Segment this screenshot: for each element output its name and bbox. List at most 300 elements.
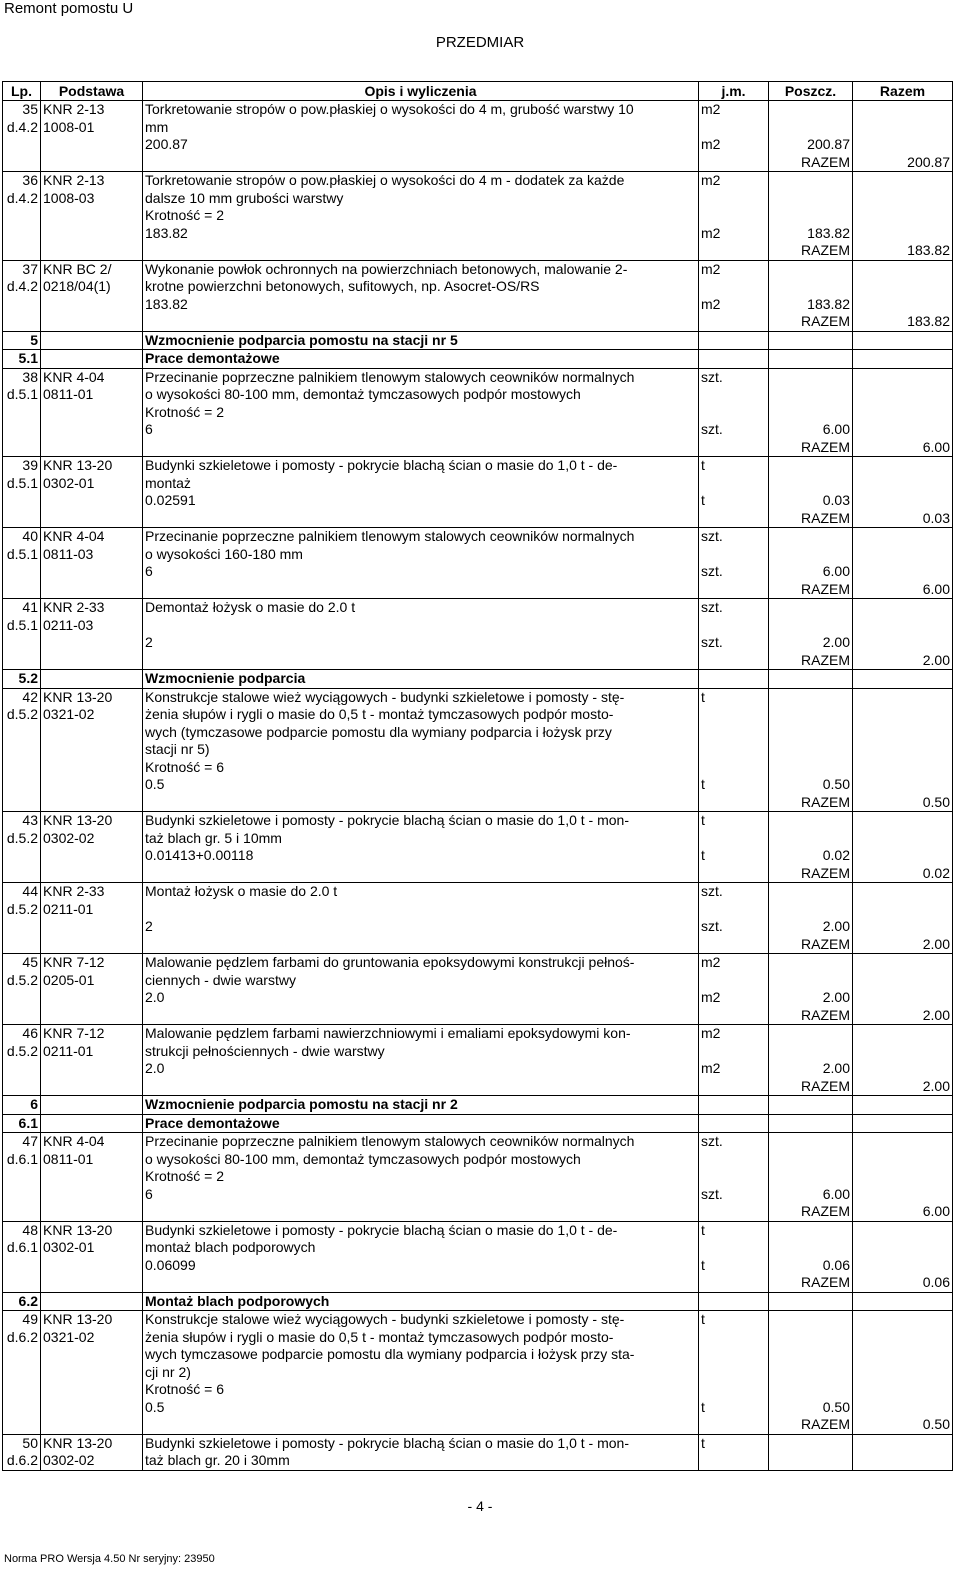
table-cell bbox=[853, 1399, 953, 1417]
item-description: Wykonanie powłok ochronnych na powierzchniach betonowych, malowanie 2- bbox=[143, 260, 699, 278]
table-cell bbox=[769, 207, 853, 225]
table-row bbox=[3, 368, 953, 386]
table-cell bbox=[699, 794, 769, 812]
table-row bbox=[3, 688, 953, 706]
table-row bbox=[3, 404, 953, 422]
table-cell bbox=[769, 386, 853, 404]
section-title: Montaż blach podporowych bbox=[143, 1292, 699, 1311]
item-basis: KNR 2-13 bbox=[41, 172, 143, 190]
table-cell bbox=[853, 421, 953, 439]
item-description: o wysokości 160-180 mm bbox=[143, 546, 699, 564]
table-cell bbox=[699, 1416, 769, 1434]
calculation-row bbox=[3, 296, 953, 314]
table-row bbox=[3, 101, 953, 119]
table-cell bbox=[853, 1311, 953, 1329]
total-amount: 200.87 bbox=[853, 154, 953, 172]
table-cell bbox=[699, 350, 769, 369]
table-cell bbox=[853, 1239, 953, 1257]
table-cell bbox=[41, 563, 143, 581]
item-number: 35 bbox=[3, 101, 41, 119]
item-basis: 0321-02 bbox=[41, 1329, 143, 1347]
item-number: d.6.1 bbox=[3, 1151, 41, 1169]
item-unit bbox=[699, 119, 769, 137]
total-label: RAZEM bbox=[769, 652, 853, 670]
calculation: 0.02591 bbox=[143, 492, 699, 510]
item-basis: 0211-01 bbox=[41, 1043, 143, 1061]
total-label: RAZEM bbox=[769, 1078, 853, 1096]
item-description bbox=[143, 901, 699, 919]
table-cell bbox=[769, 1043, 853, 1061]
table-row bbox=[3, 1221, 953, 1239]
table-cell bbox=[853, 776, 953, 794]
item-unit: szt. bbox=[699, 368, 769, 386]
item-number: d.4.2 bbox=[3, 119, 41, 137]
item-number: 38 bbox=[3, 368, 41, 386]
calculation: 200.87 bbox=[143, 136, 699, 154]
table-cell bbox=[41, 1292, 143, 1311]
item-unit bbox=[699, 1168, 769, 1186]
section-title: Prace demontażowe bbox=[143, 350, 699, 369]
table-cell bbox=[3, 918, 41, 936]
table-cell bbox=[699, 652, 769, 670]
item-description: Budynki szkieletowe i pomosty - pokrycie blachą ścian o masie do 1,0 t - de- bbox=[143, 457, 699, 475]
item-number: 49 bbox=[3, 1311, 41, 1329]
calculation-unit: t bbox=[699, 776, 769, 794]
table-cell bbox=[769, 1239, 853, 1257]
table-cell bbox=[3, 865, 41, 883]
table-cell bbox=[769, 1329, 853, 1347]
total-row bbox=[3, 652, 953, 670]
table-row bbox=[3, 546, 953, 564]
item-description: krotne powierzchni betonowych, sufitowych, np. Asocret-OS/RS bbox=[143, 278, 699, 296]
calculation-row bbox=[3, 136, 953, 154]
table-cell bbox=[143, 1007, 699, 1025]
table-cell bbox=[3, 1416, 41, 1434]
partial-amount: 6.00 bbox=[769, 563, 853, 581]
table-cell bbox=[769, 119, 853, 137]
table-cell bbox=[853, 670, 953, 689]
table-cell bbox=[853, 1060, 953, 1078]
table-cell bbox=[853, 901, 953, 919]
table-row bbox=[3, 278, 953, 296]
table-cell bbox=[41, 847, 143, 865]
table-cell bbox=[769, 688, 853, 706]
item-number bbox=[3, 759, 41, 777]
table-row bbox=[3, 1452, 953, 1470]
table-cell bbox=[769, 101, 853, 119]
table-cell bbox=[41, 1274, 143, 1292]
table-cell bbox=[769, 706, 853, 724]
table-cell bbox=[853, 563, 953, 581]
table-cell bbox=[853, 1346, 953, 1364]
calculation-unit: szt. bbox=[699, 634, 769, 652]
item-basis bbox=[41, 759, 143, 777]
item-basis bbox=[41, 1168, 143, 1186]
total-row bbox=[3, 1203, 953, 1221]
table-cell bbox=[769, 1025, 853, 1043]
item-basis: 0302-01 bbox=[41, 1239, 143, 1257]
item-description: Montaż łożysk o masie do 2.0 t bbox=[143, 883, 699, 901]
calculation-row bbox=[3, 492, 953, 510]
item-number: d.6.2 bbox=[3, 1329, 41, 1347]
table-cell bbox=[853, 883, 953, 901]
table-cell bbox=[41, 296, 143, 314]
calculation-row bbox=[3, 634, 953, 652]
table-row bbox=[3, 475, 953, 493]
partial-amount: 0.50 bbox=[769, 1399, 853, 1417]
table-cell bbox=[41, 865, 143, 883]
item-unit bbox=[699, 1381, 769, 1399]
item-basis: KNR 7-12 bbox=[41, 954, 143, 972]
partial-amount: 200.87 bbox=[769, 136, 853, 154]
table-cell bbox=[3, 1007, 41, 1025]
item-description: Krotność = 6 bbox=[143, 1381, 699, 1399]
calculation: 0.06099 bbox=[143, 1257, 699, 1275]
table-cell bbox=[41, 670, 143, 689]
calculation-unit: t bbox=[699, 492, 769, 510]
item-basis: KNR 13-20 bbox=[41, 1311, 143, 1329]
table-cell bbox=[769, 759, 853, 777]
calculation-row bbox=[3, 1257, 953, 1275]
item-description: Przecinanie poprzeczne palnikiem tlenowym stalowych ceowników normalnych bbox=[143, 528, 699, 546]
item-unit bbox=[699, 1239, 769, 1257]
item-number bbox=[3, 1364, 41, 1382]
total-amount: 0.02 bbox=[853, 865, 953, 883]
calculation: 183.82 bbox=[143, 296, 699, 314]
table-cell bbox=[41, 1257, 143, 1275]
total-label: RAZEM bbox=[769, 1203, 853, 1221]
item-description: Przecinanie poprzeczne palnikiem tlenowym stalowych ceowników normalnych bbox=[143, 368, 699, 386]
table-cell bbox=[3, 242, 41, 260]
item-number: 48 bbox=[3, 1221, 41, 1239]
item-description: Krotność = 6 bbox=[143, 759, 699, 777]
item-unit bbox=[699, 386, 769, 404]
item-description: Torkretowanie stropów o pow.płaskiej o wysokości do 4 m, grubość warstwy 10 bbox=[143, 101, 699, 119]
item-number: 44 bbox=[3, 883, 41, 901]
item-basis: KNR 4-04 bbox=[41, 1133, 143, 1151]
table-cell bbox=[769, 278, 853, 296]
item-unit bbox=[699, 1043, 769, 1061]
item-description: Budynki szkieletowe i pomosty - pokrycie blachą ścian o masie do 1,0 t - mon- bbox=[143, 1434, 699, 1452]
calculation-unit: szt. bbox=[699, 1186, 769, 1204]
table-row bbox=[3, 617, 953, 635]
table-cell bbox=[769, 475, 853, 493]
table-row bbox=[3, 190, 953, 208]
calculation: 183.82 bbox=[143, 225, 699, 243]
calculation-unit: szt. bbox=[699, 563, 769, 581]
table-cell bbox=[853, 989, 953, 1007]
table-cell bbox=[699, 242, 769, 260]
item-number bbox=[3, 1381, 41, 1399]
table-cell bbox=[853, 475, 953, 493]
total-label: RAZEM bbox=[769, 581, 853, 599]
item-unit: t bbox=[699, 457, 769, 475]
item-description: Torkretowanie stropów o pow.płaskiej o wysokości do 4 m - dodatek za każde bbox=[143, 172, 699, 190]
table-cell bbox=[143, 242, 699, 260]
table-cell bbox=[853, 847, 953, 865]
table-cell bbox=[853, 1133, 953, 1151]
item-basis: 0211-01 bbox=[41, 901, 143, 919]
item-description: Konstrukcje stalowe wież wyciągowych - budynki szkieletowe i pomosty - stę- bbox=[143, 688, 699, 706]
table-row bbox=[3, 1239, 953, 1257]
calculation: 6 bbox=[143, 563, 699, 581]
table-row bbox=[3, 1168, 953, 1186]
table-cell bbox=[41, 1060, 143, 1078]
table-cell bbox=[143, 1274, 699, 1292]
total-row bbox=[3, 313, 953, 331]
table-cell bbox=[853, 954, 953, 972]
column-header: Podstawa bbox=[41, 82, 143, 101]
item-unit bbox=[699, 1346, 769, 1364]
table-cell bbox=[143, 1078, 699, 1096]
item-description: wych (tymczasowe podparcie pomostu dla wymiany podparcia i łożysk przy bbox=[143, 724, 699, 742]
table-cell bbox=[853, 350, 953, 369]
table-cell bbox=[41, 421, 143, 439]
item-number: 40 bbox=[3, 528, 41, 546]
item-description: taż blach gr. 20 i 30mm bbox=[143, 1452, 699, 1470]
table-cell bbox=[853, 617, 953, 635]
table-cell bbox=[41, 1078, 143, 1096]
bill-of-quantities-table bbox=[2, 81, 953, 1471]
partial-amount: 0.06 bbox=[769, 1257, 853, 1275]
item-basis bbox=[41, 741, 143, 759]
table-cell bbox=[853, 172, 953, 190]
table-cell bbox=[3, 1203, 41, 1221]
item-basis: 0302-02 bbox=[41, 1452, 143, 1470]
total-row bbox=[3, 1274, 953, 1292]
table-cell bbox=[3, 154, 41, 172]
table-cell bbox=[699, 1078, 769, 1096]
item-basis: KNR 13-20 bbox=[41, 1434, 143, 1452]
item-basis: KNR 13-20 bbox=[41, 812, 143, 830]
item-description: Budynki szkieletowe i pomosty - pokrycie blachą ścian o masie do 1,0 t - mon- bbox=[143, 812, 699, 830]
table-cell bbox=[3, 492, 41, 510]
section-row bbox=[3, 350, 953, 369]
table-cell bbox=[769, 901, 853, 919]
item-number: d.5.2 bbox=[3, 706, 41, 724]
section-number: 5.1 bbox=[3, 350, 41, 369]
table-row bbox=[3, 528, 953, 546]
table-cell bbox=[769, 1114, 853, 1133]
table-cell bbox=[853, 296, 953, 314]
total-amount: 2.00 bbox=[853, 1007, 953, 1025]
table-cell bbox=[853, 741, 953, 759]
partial-amount: 0.50 bbox=[769, 776, 853, 794]
table-cell bbox=[143, 581, 699, 599]
partial-amount: 2.00 bbox=[769, 634, 853, 652]
table-cell bbox=[853, 1114, 953, 1133]
item-basis: KNR 2-33 bbox=[41, 599, 143, 617]
table-cell bbox=[769, 1221, 853, 1239]
total-label: RAZEM bbox=[769, 865, 853, 883]
table-cell bbox=[769, 1311, 853, 1329]
table-row bbox=[3, 1025, 953, 1043]
partial-amount: 183.82 bbox=[769, 225, 853, 243]
item-unit bbox=[699, 278, 769, 296]
table-cell bbox=[3, 1186, 41, 1204]
table-cell bbox=[853, 1151, 953, 1169]
table-cell bbox=[853, 688, 953, 706]
table-cell bbox=[41, 1186, 143, 1204]
item-unit: m2 bbox=[699, 954, 769, 972]
table-cell bbox=[853, 972, 953, 990]
table-cell bbox=[853, 1043, 953, 1061]
table-row bbox=[3, 1434, 953, 1452]
item-unit: szt. bbox=[699, 1133, 769, 1151]
table-row bbox=[3, 1311, 953, 1329]
item-description: montaż bbox=[143, 475, 699, 493]
table-cell bbox=[769, 670, 853, 689]
item-unit: szt. bbox=[699, 883, 769, 901]
table-cell bbox=[3, 936, 41, 954]
item-number: d.5.1 bbox=[3, 546, 41, 564]
total-row bbox=[3, 439, 953, 457]
document-title: Remont pomostu U bbox=[4, 0, 134, 17]
table-cell bbox=[3, 847, 41, 865]
table-cell bbox=[853, 1292, 953, 1311]
item-unit: szt. bbox=[699, 599, 769, 617]
item-number: 42 bbox=[3, 688, 41, 706]
table-cell bbox=[853, 1434, 953, 1452]
item-basis: KNR 13-20 bbox=[41, 1221, 143, 1239]
calculation-row bbox=[3, 918, 953, 936]
table-row bbox=[3, 1364, 953, 1382]
item-unit: m2 bbox=[699, 101, 769, 119]
table-cell bbox=[41, 652, 143, 670]
item-number bbox=[3, 1346, 41, 1364]
item-basis: 0811-03 bbox=[41, 546, 143, 564]
table-row bbox=[3, 1346, 953, 1364]
total-amount: 183.82 bbox=[853, 313, 953, 331]
item-number bbox=[3, 404, 41, 422]
item-unit bbox=[699, 706, 769, 724]
table-row bbox=[3, 1133, 953, 1151]
item-basis: KNR 4-04 bbox=[41, 528, 143, 546]
table-cell bbox=[699, 510, 769, 528]
item-unit bbox=[699, 190, 769, 208]
table-cell bbox=[41, 439, 143, 457]
table-cell bbox=[143, 652, 699, 670]
table-cell bbox=[769, 830, 853, 848]
table-cell bbox=[853, 260, 953, 278]
table-cell bbox=[769, 368, 853, 386]
partial-amount: 6.00 bbox=[769, 421, 853, 439]
table-cell bbox=[3, 1399, 41, 1417]
table-cell bbox=[143, 865, 699, 883]
table-cell bbox=[3, 652, 41, 670]
item-unit bbox=[699, 546, 769, 564]
item-number: d.5.2 bbox=[3, 901, 41, 919]
section-row bbox=[3, 1096, 953, 1115]
item-description: dalsze 10 mm grubości warstwy bbox=[143, 190, 699, 208]
table-cell bbox=[41, 154, 143, 172]
total-label: RAZEM bbox=[769, 154, 853, 172]
total-row bbox=[3, 510, 953, 528]
calculation-unit: m2 bbox=[699, 296, 769, 314]
item-unit bbox=[699, 404, 769, 422]
page-number: - 4 - bbox=[467, 1498, 493, 1514]
item-basis: 0811-01 bbox=[41, 386, 143, 404]
table-cell bbox=[3, 510, 41, 528]
table-body bbox=[3, 101, 953, 1471]
table-cell bbox=[41, 634, 143, 652]
table-cell bbox=[41, 989, 143, 1007]
item-basis: 1008-01 bbox=[41, 119, 143, 137]
partial-amount: 0.03 bbox=[769, 492, 853, 510]
document-heading: PRZEDMIAR bbox=[435, 34, 525, 51]
item-description: Krotność = 2 bbox=[143, 207, 699, 225]
table-cell bbox=[853, 759, 953, 777]
item-number: d.5.1 bbox=[3, 475, 41, 493]
item-basis bbox=[41, 1381, 143, 1399]
partial-amount: 2.00 bbox=[769, 1060, 853, 1078]
table-cell bbox=[853, 278, 953, 296]
total-amount: 6.00 bbox=[853, 439, 953, 457]
item-description: Przecinanie poprzeczne palnikiem tlenowym stalowych ceowników normalnych bbox=[143, 1133, 699, 1151]
item-basis bbox=[41, 1364, 143, 1382]
table-cell bbox=[699, 313, 769, 331]
item-number: d.5.2 bbox=[3, 972, 41, 990]
table-cell bbox=[699, 1292, 769, 1311]
item-basis bbox=[41, 207, 143, 225]
table-cell bbox=[853, 724, 953, 742]
table-cell bbox=[769, 954, 853, 972]
table-cell bbox=[41, 936, 143, 954]
table-cell bbox=[769, 617, 853, 635]
table-cell bbox=[853, 386, 953, 404]
total-label: RAZEM bbox=[769, 794, 853, 812]
table-cell bbox=[41, 1203, 143, 1221]
table-row bbox=[3, 1151, 953, 1169]
table-cell bbox=[143, 1416, 699, 1434]
calculation-unit: t bbox=[699, 1399, 769, 1417]
partial-amount: 6.00 bbox=[769, 1186, 853, 1204]
item-unit bbox=[699, 1364, 769, 1382]
table-row bbox=[3, 954, 953, 972]
item-basis bbox=[41, 1346, 143, 1364]
item-basis: KNR 2-13 bbox=[41, 101, 143, 119]
table-header-row bbox=[3, 82, 953, 101]
table-cell bbox=[3, 439, 41, 457]
item-unit: m2 bbox=[699, 172, 769, 190]
table-cell bbox=[769, 741, 853, 759]
table-cell bbox=[769, 1133, 853, 1151]
table-cell bbox=[853, 119, 953, 137]
table-cell bbox=[699, 1114, 769, 1133]
item-basis: 1008-03 bbox=[41, 190, 143, 208]
table-row bbox=[3, 972, 953, 990]
item-basis: 0302-01 bbox=[41, 475, 143, 493]
table-cell bbox=[143, 936, 699, 954]
calculation-unit: szt. bbox=[699, 421, 769, 439]
table-cell bbox=[769, 457, 853, 475]
section-row bbox=[3, 331, 953, 350]
total-row bbox=[3, 154, 953, 172]
item-description: żenia słupów i rygli o masie do 0,5 t - montaż tymczasowych podpór mosto- bbox=[143, 706, 699, 724]
calculation-row bbox=[3, 1186, 953, 1204]
table-cell bbox=[41, 1399, 143, 1417]
item-number: d.6.1 bbox=[3, 1239, 41, 1257]
item-basis: 0205-01 bbox=[41, 972, 143, 990]
item-unit: m2 bbox=[699, 1025, 769, 1043]
table-cell bbox=[853, 812, 953, 830]
table-cell bbox=[853, 331, 953, 350]
item-number: 46 bbox=[3, 1025, 41, 1043]
item-unit bbox=[699, 901, 769, 919]
calculation: 6 bbox=[143, 1186, 699, 1204]
item-number: d.5.2 bbox=[3, 1043, 41, 1061]
table-row bbox=[3, 1381, 953, 1399]
